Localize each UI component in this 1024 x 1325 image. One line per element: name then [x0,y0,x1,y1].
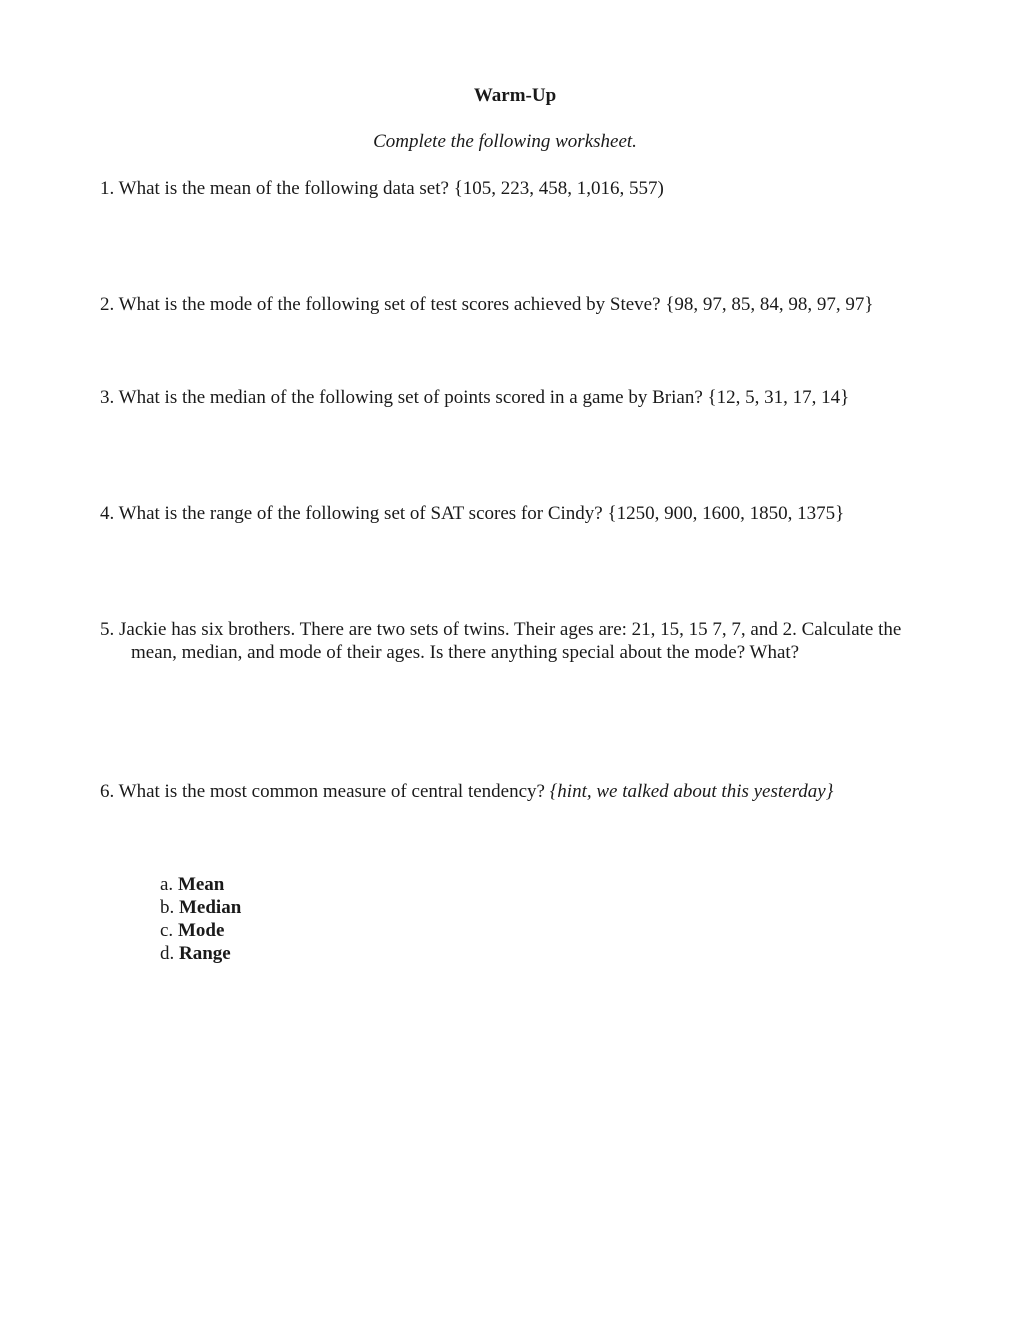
option-a-word: Mean [177,874,225,895]
question-1: 1. What is the mean of the following data set? {105, 223, 458, 1,016, 557) [100,178,664,199]
question-3: 3. What is the median of the following set of points scored in a game by Brian? {12, 5, 31, 17, 14} [100,387,850,408]
page-title: Warm-Up [473,85,557,106]
option-d [160,942,241,965]
option-b [160,896,241,919]
question-5 [100,618,980,664]
option-a [160,873,241,896]
answer-options [160,873,241,965]
option-b-word: Median [179,897,242,918]
option-a-letter: a. [160,874,178,895]
question-6-text: 6. What is the most common measure of central tendency? [100,781,550,802]
option-b-letter: b. [160,897,179,918]
option-d-letter: d. [160,943,179,964]
question-5-line-2: mean, median, and mode of their ages. Is there anything special about the mode? What? [131,642,800,663]
option-c-word: Mode [177,920,225,941]
question-6 [100,780,980,803]
question-4: 4. What is the range of the following set of SAT scores for Cindy? {1250, 900, 1600, 1850, 1375} [100,503,845,524]
option-c [160,919,241,942]
instructions: Complete the following worksheet. [373,131,637,152]
question-5-line-1: 5. Jackie has six brothers. There are two sets of twins. Their ages are: 21, 15, 15 7, 7, and 2. Calculate the [100,619,902,640]
option-d-word: Range [179,943,231,964]
option-c-letter: c. [160,920,178,941]
question-2: 2. What is the mode of the following set of test scores achieved by Steve? {98, 97, 85, 84, 98, 97, 97} [100,294,874,315]
question-6-hint: {hint, we talked about this yesterday} [549,781,834,802]
